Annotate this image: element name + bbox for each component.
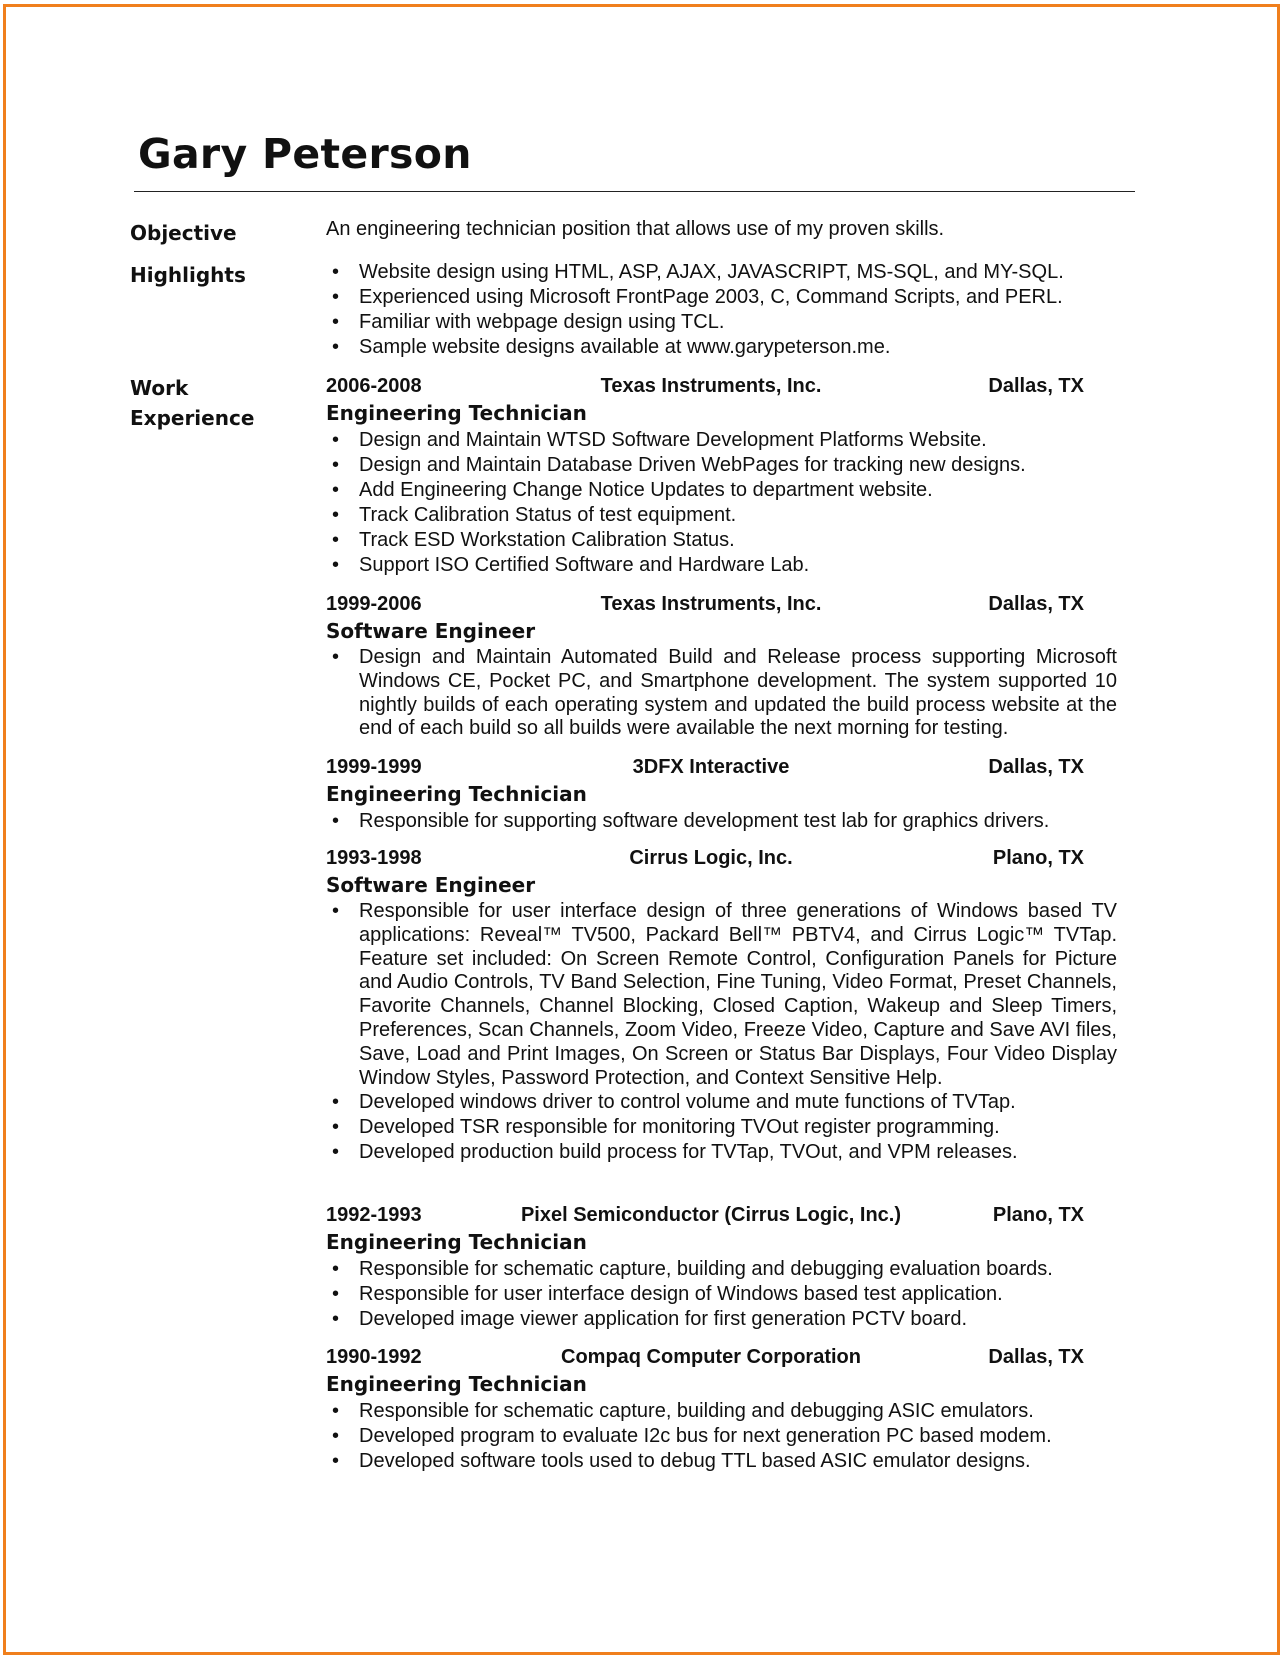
job-bullet-text: Track Calibration Status of test equipment. bbox=[359, 504, 737, 526]
list-item bbox=[326, 478, 1117, 503]
bullet-marker: • bbox=[332, 311, 340, 333]
job-bullets bbox=[326, 646, 1120, 741]
header-divider bbox=[134, 191, 1135, 192]
job-bullet-text: Responsible for supporting software development test lab for graphics drivers. bbox=[359, 810, 1050, 832]
job-entry bbox=[326, 845, 1120, 1165]
job-entry bbox=[326, 1202, 1120, 1332]
job-bullet-text: Developed TSR responsible for monitoring TVOut register programming. bbox=[359, 1116, 1000, 1139]
job-title: Engineering Technician bbox=[326, 401, 587, 425]
list-item bbox=[326, 900, 1117, 1090]
job-company: Compaq Computer Corporation bbox=[561, 1346, 861, 1368]
list-item bbox=[326, 1399, 1117, 1424]
job-company: Pixel Semiconductor (Cirrus Logic, Inc.) bbox=[520, 1204, 902, 1226]
job-bullets bbox=[326, 1257, 1120, 1332]
job-bullet-text: Add Engineering Change Notice Updates to department website. bbox=[359, 479, 933, 501]
job-location: Dallas, TX bbox=[988, 756, 1084, 778]
job-bullet-text: Developed production build process for TVTap, TVOut, and VPM releases. bbox=[359, 1141, 1018, 1164]
list-item bbox=[326, 1424, 1117, 1449]
list-item bbox=[326, 1257, 1117, 1282]
job-bullet-text: Developed program to evaluate I2c bus for next generation PC based modem. bbox=[359, 1425, 1052, 1447]
job-bullet-text: Developed windows driver to control volume and mute functions of TVTap. bbox=[359, 1091, 1016, 1114]
highlights-list bbox=[326, 260, 1120, 360]
job-title: Engineering Technician bbox=[326, 1372, 587, 1396]
job-entry bbox=[326, 754, 1120, 834]
bullet-marker: • bbox=[332, 1425, 340, 1447]
highlights-label: Highlights bbox=[130, 263, 246, 287]
job-title: Software Engineer bbox=[326, 873, 536, 897]
job-location: Dallas, TX bbox=[988, 593, 1084, 615]
list-item bbox=[326, 1090, 1117, 1115]
list-item bbox=[326, 528, 1117, 553]
bullet-marker: • bbox=[332, 429, 340, 451]
job-company: Cirrus Logic, Inc. bbox=[629, 847, 793, 869]
highlights-section bbox=[326, 260, 1120, 360]
highlight-text: Website design using HTML, ASP, AJAX, JAVASCRIPT, MS-SQL, and MY-SQL. bbox=[359, 261, 1064, 283]
job-bullet-text: Track ESD Workstation Calibration Status. bbox=[359, 529, 735, 551]
list-item bbox=[326, 503, 1117, 528]
list-item bbox=[326, 1115, 1117, 1140]
objective-text: An engineering technician position that allows use of my proven skills. bbox=[326, 218, 945, 240]
job-bullet-text: Design and Maintain Automated Build and Release process supporting Microsoft Windows CE, Pocket PC, and Smartphone development. The system supported 10 nightly builds of each operating system and updated the build process website at the end of each build so all builds were available the next morning for testing. bbox=[359, 646, 1117, 740]
job-header bbox=[326, 1202, 1120, 1229]
highlight-text: Sample website designs available at www.garypeterson.me. bbox=[359, 336, 891, 358]
list-item bbox=[326, 428, 1117, 453]
list-item bbox=[326, 1140, 1117, 1165]
job-years: 1993-1998 bbox=[326, 847, 422, 869]
work-label-line1: Work bbox=[130, 376, 189, 400]
list-item bbox=[326, 335, 1117, 360]
bullet-marker: • bbox=[332, 1308, 340, 1330]
bullet-marker: • bbox=[332, 1116, 340, 1139]
bullet-marker: • bbox=[332, 554, 340, 576]
bullet-marker: • bbox=[332, 1258, 340, 1280]
work-label-line2: Experience bbox=[130, 406, 255, 430]
job-bullets bbox=[326, 428, 1120, 578]
job-header bbox=[326, 754, 1120, 781]
bullet-marker: • bbox=[332, 1141, 340, 1164]
job-years: 1999-2006 bbox=[326, 593, 422, 615]
bullet-marker: • bbox=[332, 1283, 340, 1305]
job-bullet-text: Responsible for schematic capture, building and debugging evaluation boards. bbox=[359, 1258, 1053, 1280]
bullet-marker: • bbox=[332, 810, 340, 832]
job-location: Dallas, TX bbox=[988, 1346, 1084, 1368]
bullet-marker: • bbox=[332, 336, 340, 358]
bullet-marker: • bbox=[332, 646, 340, 668]
job-years: 2006-2008 bbox=[326, 375, 422, 397]
job-header bbox=[326, 591, 1120, 618]
bullet-marker: • bbox=[332, 1450, 340, 1472]
bullet-marker: • bbox=[332, 1091, 340, 1114]
list-item bbox=[326, 1449, 1117, 1474]
job-header bbox=[326, 845, 1120, 872]
bullet-marker: • bbox=[332, 286, 340, 308]
job-years: 1999-1999 bbox=[326, 756, 422, 778]
bullet-marker: • bbox=[332, 454, 340, 476]
job-bullet-text: Responsible for user interface design of three generations of Windows based TV applications: Reveal™ TV500, Packard Bell™ PBTV4, and Cirrus Logic™ TVTap. Feature set included: On Screen Remote Control, Configuration Panels for Picture and Audio Controls, TV Band Selection, Fine Tuning, Video Format, Preset Channels, Favorite Channels, Channel Blocking, Closed Caption, Wakeup and Sleep Timers, Preferences, Scan Channels, Zoom Video, Freeze Video, Capture and Save AVI files, Save, Load and Print Images, On Screen or Status Bar Displays, Four Video Display Window Styles, Password Protection, and Context Sensitive Help. bbox=[359, 900, 1117, 1089]
job-years: 1992-1993 bbox=[326, 1204, 422, 1226]
job-location: Plano, TX bbox=[992, 847, 1084, 869]
bullet-marker: • bbox=[332, 900, 340, 922]
objective-label: Objective bbox=[130, 221, 237, 245]
job-bullet-text: Responsible for user interface design of Windows based test application. bbox=[359, 1283, 1003, 1305]
list-item bbox=[326, 260, 1117, 285]
job-entry bbox=[326, 373, 1120, 578]
job-location: Dallas, TX bbox=[988, 375, 1084, 397]
job-bullet-text: Design and Maintain Database Driven WebPages for tracking new designs. bbox=[359, 454, 1026, 476]
job-header bbox=[326, 1344, 1120, 1371]
job-entry bbox=[326, 591, 1120, 741]
job-title: Software Engineer bbox=[326, 619, 536, 643]
list-item bbox=[326, 453, 1117, 478]
job-title: Engineering Technician bbox=[326, 1230, 587, 1254]
job-bullets bbox=[326, 1399, 1120, 1474]
job-bullet-text: Developed image viewer application for first generation PCTV board. bbox=[359, 1308, 968, 1330]
job-bullet-text: Developed software tools used to debug TTL based ASIC emulator designs. bbox=[359, 1450, 1031, 1472]
job-company: Texas Instruments, Inc. bbox=[600, 593, 822, 615]
job-title: Engineering Technician bbox=[326, 782, 587, 806]
bullet-marker: • bbox=[332, 504, 340, 526]
bullet-marker: • bbox=[332, 261, 340, 283]
job-header bbox=[326, 373, 1120, 400]
job-bullet-text: Support ISO Certified Software and Hardware Lab. bbox=[359, 554, 810, 576]
list-item bbox=[326, 310, 1117, 335]
list-item bbox=[326, 1307, 1117, 1332]
job-company: 3DFX Interactive bbox=[632, 756, 790, 778]
bullet-marker: • bbox=[332, 479, 340, 501]
job-bullet-text: Design and Maintain WTSD Software Development Platforms Website. bbox=[359, 429, 987, 451]
highlight-text: Familiar with webpage design using TCL. bbox=[359, 311, 725, 333]
list-item bbox=[326, 1282, 1117, 1307]
bullet-marker: • bbox=[332, 529, 340, 551]
job-bullet-text: Responsible for schematic capture, building and debugging ASIC emulators. bbox=[359, 1400, 1034, 1422]
job-years: 1990-1992 bbox=[326, 1346, 422, 1368]
job-entry bbox=[326, 1344, 1120, 1474]
list-item bbox=[326, 285, 1117, 310]
highlight-text: Experienced using Microsoft FrontPage 2003, C, Command Scripts, and PERL. bbox=[359, 286, 1063, 308]
bullet-marker: • bbox=[332, 1400, 340, 1422]
resume-name: Gary Peterson bbox=[138, 130, 472, 178]
job-bullets bbox=[326, 900, 1120, 1165]
list-item bbox=[326, 809, 1117, 834]
job-company: Texas Instruments, Inc. bbox=[600, 375, 822, 397]
list-item bbox=[326, 646, 1117, 741]
list-item bbox=[326, 553, 1117, 578]
job-bullets bbox=[326, 809, 1120, 834]
job-location: Plano, TX bbox=[992, 1204, 1084, 1226]
